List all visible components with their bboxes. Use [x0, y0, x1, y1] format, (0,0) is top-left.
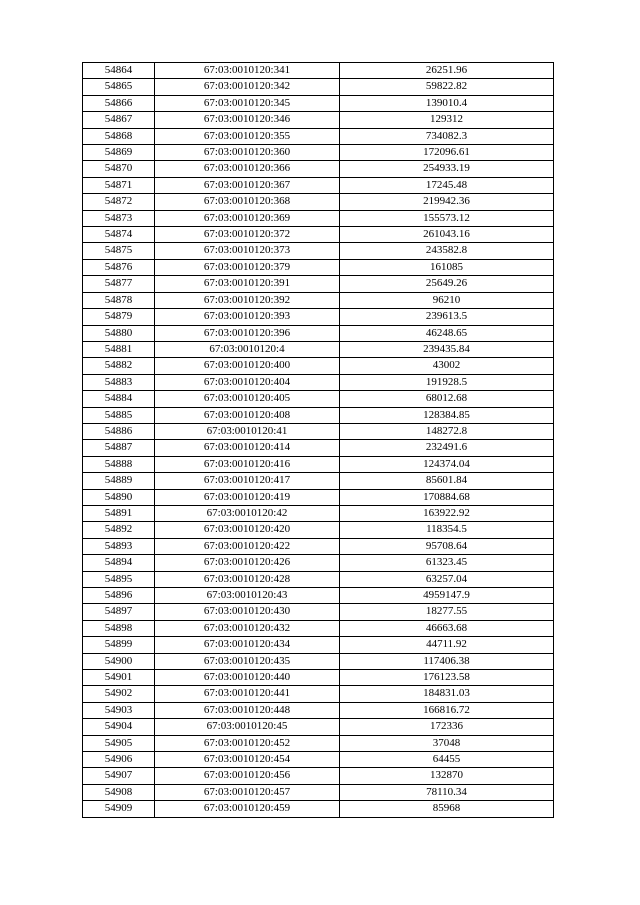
table-row [83, 407, 554, 423]
row-number-cell: 54885 [83, 407, 155, 423]
table-row [83, 538, 554, 554]
value-cell: 4959147.9 [340, 588, 554, 604]
cadastral-number-cell: 67:03:0010120:393 [155, 309, 340, 325]
table-row [83, 702, 554, 718]
cadastral-value-table [82, 62, 554, 818]
value-cell: 44711.92 [340, 637, 554, 653]
cadastral-number-cell: 67:03:0010120:369 [155, 210, 340, 226]
row-number-cell: 54884 [83, 391, 155, 407]
row-number-cell: 54873 [83, 210, 155, 226]
row-number-cell: 54891 [83, 505, 155, 521]
cadastral-number-cell: 67:03:0010120:42 [155, 505, 340, 521]
table-row [83, 374, 554, 390]
cadastral-number-cell: 67:03:0010120:366 [155, 161, 340, 177]
table-row [83, 227, 554, 243]
row-number-cell: 54895 [83, 571, 155, 587]
row-number-cell: 54871 [83, 177, 155, 193]
cadastral-number-cell: 67:03:0010120:416 [155, 456, 340, 472]
value-cell: 85968 [340, 801, 554, 817]
value-cell: 26251.96 [340, 63, 554, 79]
table-row [83, 259, 554, 275]
row-number-cell: 54868 [83, 128, 155, 144]
table-row [83, 489, 554, 505]
row-number-cell: 54893 [83, 538, 155, 554]
cadastral-number-cell: 67:03:0010120:457 [155, 784, 340, 800]
cadastral-number-cell: 67:03:0010120:372 [155, 227, 340, 243]
table-row [83, 95, 554, 111]
row-number-cell: 54879 [83, 309, 155, 325]
value-cell: 59822.82 [340, 79, 554, 95]
table-row [83, 768, 554, 784]
table-row [83, 784, 554, 800]
table-row [83, 341, 554, 357]
cadastral-number-cell: 67:03:0010120:404 [155, 374, 340, 390]
table-row [83, 670, 554, 686]
cadastral-number-cell: 67:03:0010120:367 [155, 177, 340, 193]
value-cell: 148272.8 [340, 423, 554, 439]
value-cell: 239435.84 [340, 341, 554, 357]
row-number-cell: 54889 [83, 473, 155, 489]
row-number-cell: 54897 [83, 604, 155, 620]
value-cell: 124374.04 [340, 456, 554, 472]
cadastral-number-cell: 67:03:0010120:345 [155, 95, 340, 111]
value-cell: 243582.8 [340, 243, 554, 259]
row-number-cell: 54890 [83, 489, 155, 505]
row-number-cell: 54866 [83, 95, 155, 111]
value-cell: 37048 [340, 735, 554, 751]
value-cell: 61323.45 [340, 555, 554, 571]
value-cell: 161085 [340, 259, 554, 275]
cadastral-number-cell: 67:03:0010120:360 [155, 145, 340, 161]
row-number-cell: 54877 [83, 276, 155, 292]
value-cell: 46663.68 [340, 620, 554, 636]
table-row [83, 555, 554, 571]
value-cell: 129312 [340, 112, 554, 128]
value-cell: 170884.68 [340, 489, 554, 505]
value-cell: 63257.04 [340, 571, 554, 587]
row-number-cell: 54898 [83, 620, 155, 636]
cadastral-number-cell: 67:03:0010120:368 [155, 194, 340, 210]
table-row [83, 391, 554, 407]
value-cell: 734082.3 [340, 128, 554, 144]
table-row [83, 292, 554, 308]
table-row [83, 637, 554, 653]
value-cell: 219942.36 [340, 194, 554, 210]
row-number-cell: 54883 [83, 374, 155, 390]
cadastral-number-cell: 67:03:0010120:428 [155, 571, 340, 587]
cadastral-number-cell: 67:03:0010120:396 [155, 325, 340, 341]
cadastral-number-cell: 67:03:0010120:420 [155, 522, 340, 538]
cadastral-number-cell: 67:03:0010120:400 [155, 358, 340, 374]
cadastral-number-cell: 67:03:0010120:434 [155, 637, 340, 653]
row-number-cell: 54909 [83, 801, 155, 817]
value-cell: 163922.92 [340, 505, 554, 521]
row-number-cell: 54906 [83, 752, 155, 768]
value-cell: 239613.5 [340, 309, 554, 325]
table-row [83, 735, 554, 751]
cadastral-number-cell: 67:03:0010120:454 [155, 752, 340, 768]
value-cell: 85601.84 [340, 473, 554, 489]
value-cell: 254933.19 [340, 161, 554, 177]
table-row [83, 588, 554, 604]
cadastral-number-cell: 67:03:0010120:4 [155, 341, 340, 357]
table-row [83, 194, 554, 210]
row-number-cell: 54881 [83, 341, 155, 357]
cadastral-number-cell: 67:03:0010120:41 [155, 423, 340, 439]
table-row [83, 440, 554, 456]
table-row [83, 571, 554, 587]
table-row [83, 161, 554, 177]
table-row [83, 473, 554, 489]
value-cell: 128384.85 [340, 407, 554, 423]
cadastral-number-cell: 67:03:0010120:391 [155, 276, 340, 292]
value-cell: 96210 [340, 292, 554, 308]
row-number-cell: 54867 [83, 112, 155, 128]
table-row [83, 112, 554, 128]
value-cell: 46248.65 [340, 325, 554, 341]
cadastral-number-cell: 67:03:0010120:346 [155, 112, 340, 128]
value-cell: 232491.6 [340, 440, 554, 456]
table-body [83, 63, 554, 818]
row-number-cell: 54872 [83, 194, 155, 210]
table-row [83, 145, 554, 161]
value-cell: 25649.26 [340, 276, 554, 292]
cadastral-number-cell: 67:03:0010120:419 [155, 489, 340, 505]
row-number-cell: 54880 [83, 325, 155, 341]
table-row [83, 801, 554, 817]
cadastral-number-cell: 67:03:0010120:430 [155, 604, 340, 620]
cadastral-number-cell: 67:03:0010120:432 [155, 620, 340, 636]
table-row [83, 653, 554, 669]
value-cell: 132870 [340, 768, 554, 784]
row-number-cell: 54878 [83, 292, 155, 308]
table-row [83, 358, 554, 374]
row-number-cell: 54876 [83, 259, 155, 275]
row-number-cell: 54899 [83, 637, 155, 653]
table-row [83, 456, 554, 472]
table-row [83, 423, 554, 439]
cadastral-number-cell: 67:03:0010120:405 [155, 391, 340, 407]
cadastral-number-cell: 67:03:0010120:448 [155, 702, 340, 718]
table-row [83, 325, 554, 341]
row-number-cell: 54907 [83, 768, 155, 784]
cadastral-number-cell: 67:03:0010120:440 [155, 670, 340, 686]
cadastral-number-cell: 67:03:0010120:456 [155, 768, 340, 784]
table-row [83, 686, 554, 702]
value-cell: 68012.68 [340, 391, 554, 407]
row-number-cell: 54905 [83, 735, 155, 751]
value-cell: 176123.58 [340, 670, 554, 686]
table-row [83, 505, 554, 521]
cadastral-number-cell: 67:03:0010120:408 [155, 407, 340, 423]
cadastral-number-cell: 67:03:0010120:342 [155, 79, 340, 95]
row-number-cell: 54901 [83, 670, 155, 686]
row-number-cell: 54903 [83, 702, 155, 718]
cadastral-number-cell: 67:03:0010120:43 [155, 588, 340, 604]
value-cell: 43002 [340, 358, 554, 374]
row-number-cell: 54882 [83, 358, 155, 374]
row-number-cell: 54869 [83, 145, 155, 161]
table-row [83, 243, 554, 259]
cadastral-number-cell: 67:03:0010120:379 [155, 259, 340, 275]
cadastral-number-cell: 67:03:0010120:422 [155, 538, 340, 554]
table-row [83, 522, 554, 538]
value-cell: 95708.64 [340, 538, 554, 554]
table-row [83, 620, 554, 636]
cadastral-number-cell: 67:03:0010120:355 [155, 128, 340, 144]
row-number-cell: 54886 [83, 423, 155, 439]
value-cell: 139010.4 [340, 95, 554, 111]
value-cell: 17245.48 [340, 177, 554, 193]
table-row [83, 177, 554, 193]
cadastral-number-cell: 67:03:0010120:373 [155, 243, 340, 259]
cadastral-number-cell: 67:03:0010120:426 [155, 555, 340, 571]
value-cell: 78110.34 [340, 784, 554, 800]
table-row [83, 719, 554, 735]
row-number-cell: 54894 [83, 555, 155, 571]
table-row [83, 128, 554, 144]
value-cell: 118354.5 [340, 522, 554, 538]
row-number-cell: 54865 [83, 79, 155, 95]
table-row [83, 752, 554, 768]
row-number-cell: 54888 [83, 456, 155, 472]
row-number-cell: 54908 [83, 784, 155, 800]
row-number-cell: 54874 [83, 227, 155, 243]
value-cell: 261043.16 [340, 227, 554, 243]
value-cell: 64455 [340, 752, 554, 768]
cadastral-number-cell: 67:03:0010120:435 [155, 653, 340, 669]
table-row [83, 276, 554, 292]
value-cell: 166816.72 [340, 702, 554, 718]
row-number-cell: 54875 [83, 243, 155, 259]
row-number-cell: 54896 [83, 588, 155, 604]
value-cell: 184831.03 [340, 686, 554, 702]
row-number-cell: 54887 [83, 440, 155, 456]
cadastral-number-cell: 67:03:0010120:392 [155, 292, 340, 308]
value-cell: 117406.38 [340, 653, 554, 669]
value-cell: 155573.12 [340, 210, 554, 226]
row-number-cell: 54900 [83, 653, 155, 669]
cadastral-number-cell: 67:03:0010120:341 [155, 63, 340, 79]
table-row [83, 210, 554, 226]
table-row [83, 79, 554, 95]
cadastral-number-cell: 67:03:0010120:452 [155, 735, 340, 751]
row-number-cell: 54902 [83, 686, 155, 702]
row-number-cell: 54864 [83, 63, 155, 79]
value-cell: 172096.61 [340, 145, 554, 161]
table-row [83, 604, 554, 620]
row-number-cell: 54870 [83, 161, 155, 177]
cadastral-number-cell: 67:03:0010120:414 [155, 440, 340, 456]
value-cell: 172336 [340, 719, 554, 735]
cadastral-number-cell: 67:03:0010120:417 [155, 473, 340, 489]
value-cell: 191928.5 [340, 374, 554, 390]
value-cell: 18277.55 [340, 604, 554, 620]
row-number-cell: 54892 [83, 522, 155, 538]
row-number-cell: 54904 [83, 719, 155, 735]
cadastral-number-cell: 67:03:0010120:441 [155, 686, 340, 702]
cadastral-number-cell: 67:03:0010120:45 [155, 719, 340, 735]
cadastral-number-cell: 67:03:0010120:459 [155, 801, 340, 817]
table-row [83, 63, 554, 79]
table-row [83, 309, 554, 325]
